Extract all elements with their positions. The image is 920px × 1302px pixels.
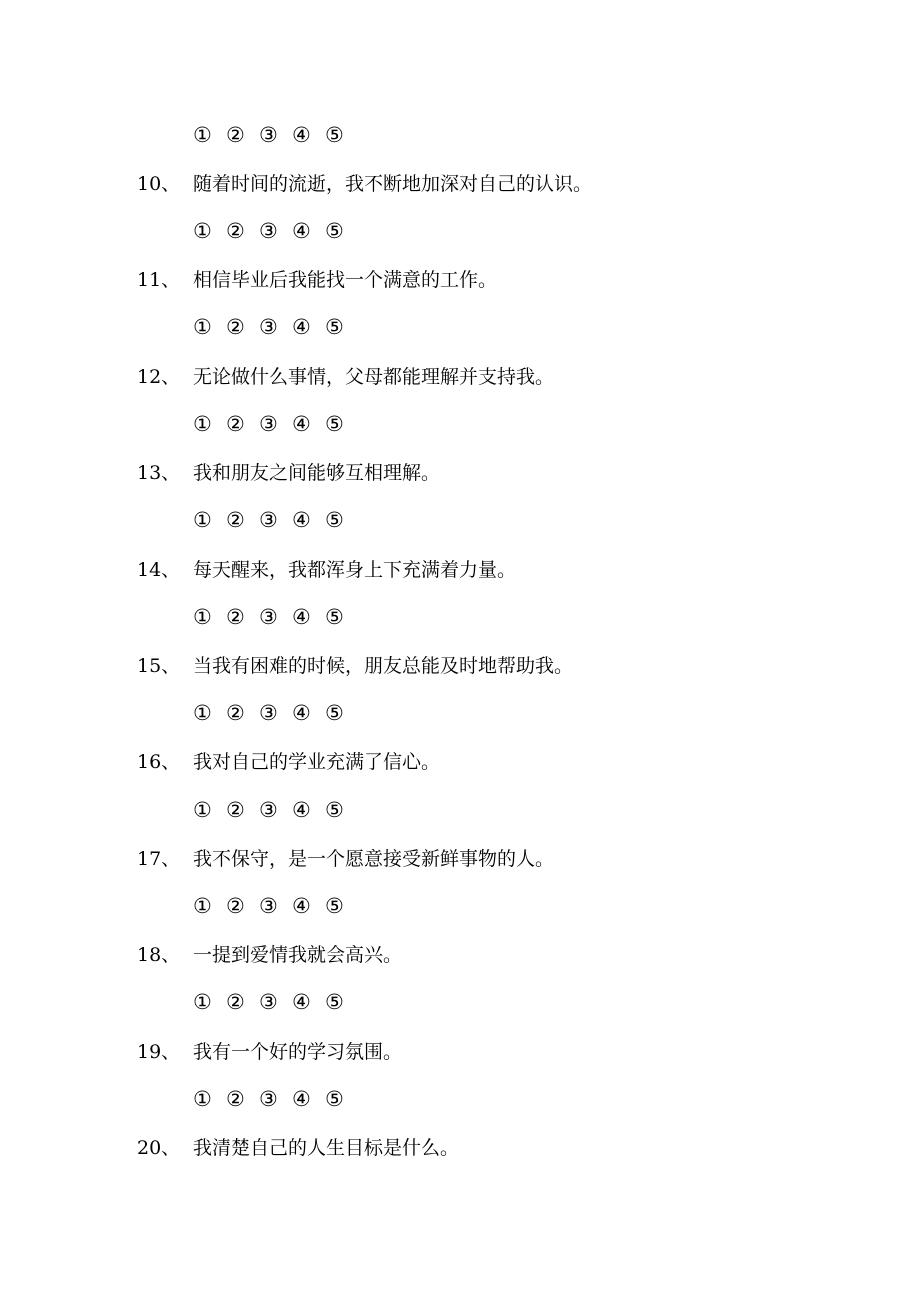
options-row-q9 bbox=[193, 120, 358, 150]
question-number: 14、 bbox=[137, 559, 181, 581]
options-row-q13 bbox=[193, 505, 358, 535]
option-1[interactable]: ① bbox=[193, 1087, 212, 1111]
question-text: 一提到爱情我就会高兴。 bbox=[193, 944, 403, 966]
option-4[interactable]: ④ bbox=[292, 605, 311, 629]
option-3[interactable]: ③ bbox=[259, 315, 278, 339]
question-15 bbox=[0, 651, 920, 681]
option-5[interactable]: ⑤ bbox=[325, 605, 344, 629]
question-number: 16、 bbox=[137, 751, 181, 773]
option-4[interactable]: ④ bbox=[292, 412, 311, 436]
question-16 bbox=[0, 747, 920, 777]
option-1[interactable]: ① bbox=[193, 605, 212, 629]
question-10 bbox=[0, 169, 920, 199]
option-1[interactable]: ① bbox=[193, 508, 212, 532]
question-14 bbox=[0, 555, 920, 585]
options-row-q15 bbox=[193, 698, 358, 728]
options-row-q17 bbox=[193, 891, 358, 921]
question-12 bbox=[0, 362, 920, 392]
question-text: 随着时间的流逝，我不断地加深对自己的认识。 bbox=[193, 173, 593, 195]
option-1[interactable]: ① bbox=[193, 315, 212, 339]
options-row-q16 bbox=[193, 795, 358, 825]
option-3[interactable]: ③ bbox=[259, 123, 278, 147]
question-13 bbox=[0, 458, 920, 488]
question-20 bbox=[0, 1133, 920, 1163]
option-5[interactable]: ⑤ bbox=[325, 508, 344, 532]
option-2[interactable]: ② bbox=[226, 605, 245, 629]
question-19 bbox=[0, 1037, 920, 1067]
option-5[interactable]: ⑤ bbox=[325, 123, 344, 147]
question-number: 10、 bbox=[137, 173, 181, 195]
question-18 bbox=[0, 940, 920, 970]
option-3[interactable]: ③ bbox=[259, 412, 278, 436]
option-5[interactable]: ⑤ bbox=[325, 990, 344, 1014]
question-number: 17、 bbox=[137, 848, 181, 870]
question-11 bbox=[0, 265, 920, 295]
option-1[interactable]: ① bbox=[193, 701, 212, 725]
option-1[interactable]: ① bbox=[193, 798, 212, 822]
option-5[interactable]: ⑤ bbox=[325, 894, 344, 918]
option-1[interactable]: ① bbox=[193, 990, 212, 1014]
option-5[interactable]: ⑤ bbox=[325, 1087, 344, 1111]
option-1[interactable]: ① bbox=[193, 123, 212, 147]
question-text: 每天醒来，我都浑身上下充满着力量。 bbox=[193, 559, 517, 581]
option-5[interactable]: ⑤ bbox=[325, 798, 344, 822]
question-text: 我有一个好的学习氛围。 bbox=[193, 1041, 403, 1063]
option-2[interactable]: ② bbox=[226, 894, 245, 918]
option-2[interactable]: ② bbox=[226, 412, 245, 436]
option-4[interactable]: ④ bbox=[292, 1087, 311, 1111]
option-2[interactable]: ② bbox=[226, 508, 245, 532]
option-3[interactable]: ③ bbox=[259, 605, 278, 629]
question-17 bbox=[0, 844, 920, 874]
option-4[interactable]: ④ bbox=[292, 219, 311, 243]
question-number: 12、 bbox=[137, 366, 181, 388]
question-text: 相信毕业后我能找一个满意的工作。 bbox=[193, 269, 498, 291]
options-row-q14 bbox=[193, 602, 358, 632]
option-1[interactable]: ① bbox=[193, 412, 212, 436]
option-2[interactable]: ② bbox=[226, 701, 245, 725]
question-number: 20、 bbox=[137, 1137, 181, 1159]
options-row-q10 bbox=[193, 216, 358, 246]
option-3[interactable]: ③ bbox=[259, 701, 278, 725]
option-3[interactable]: ③ bbox=[259, 798, 278, 822]
question-number: 15、 bbox=[137, 655, 181, 677]
question-text: 我不保守，是一个愿意接受新鲜事物的人。 bbox=[193, 848, 555, 870]
option-5[interactable]: ⑤ bbox=[325, 701, 344, 725]
option-4[interactable]: ④ bbox=[292, 894, 311, 918]
options-row-q19 bbox=[193, 1084, 358, 1114]
option-4[interactable]: ④ bbox=[292, 990, 311, 1014]
option-4[interactable]: ④ bbox=[292, 508, 311, 532]
option-3[interactable]: ③ bbox=[259, 219, 278, 243]
question-text: 当我有困难的时候，朋友总能及时地帮助我。 bbox=[193, 655, 574, 677]
option-3[interactable]: ③ bbox=[259, 1087, 278, 1111]
option-3[interactable]: ③ bbox=[259, 508, 278, 532]
option-4[interactable]: ④ bbox=[292, 798, 311, 822]
option-1[interactable]: ① bbox=[193, 894, 212, 918]
option-4[interactable]: ④ bbox=[292, 315, 311, 339]
option-2[interactable]: ② bbox=[226, 123, 245, 147]
question-number: 11、 bbox=[137, 269, 181, 291]
question-number: 18、 bbox=[137, 944, 181, 966]
question-number: 19、 bbox=[137, 1041, 181, 1063]
option-5[interactable]: ⑤ bbox=[325, 412, 344, 436]
option-5[interactable]: ⑤ bbox=[325, 315, 344, 339]
question-number: 13、 bbox=[137, 462, 181, 484]
option-3[interactable]: ③ bbox=[259, 894, 278, 918]
options-row-q11 bbox=[193, 312, 358, 342]
option-2[interactable]: ② bbox=[226, 1087, 245, 1111]
option-2[interactable]: ② bbox=[226, 798, 245, 822]
options-row-q18 bbox=[193, 987, 358, 1017]
option-2[interactable]: ② bbox=[226, 219, 245, 243]
option-1[interactable]: ① bbox=[193, 219, 212, 243]
option-4[interactable]: ④ bbox=[292, 701, 311, 725]
question-text: 无论做什么事情，父母都能理解并支持我。 bbox=[193, 366, 555, 388]
question-text: 我清楚自己的人生目标是什么。 bbox=[193, 1137, 460, 1159]
option-3[interactable]: ③ bbox=[259, 990, 278, 1014]
question-text: 我对自己的学业充满了信心。 bbox=[193, 751, 441, 773]
option-5[interactable]: ⑤ bbox=[325, 219, 344, 243]
option-2[interactable]: ② bbox=[226, 990, 245, 1014]
option-2[interactable]: ② bbox=[226, 315, 245, 339]
question-text: 我和朋友之间能够互相理解。 bbox=[193, 462, 441, 484]
option-4[interactable]: ④ bbox=[292, 123, 311, 147]
options-row-q12 bbox=[193, 409, 358, 439]
